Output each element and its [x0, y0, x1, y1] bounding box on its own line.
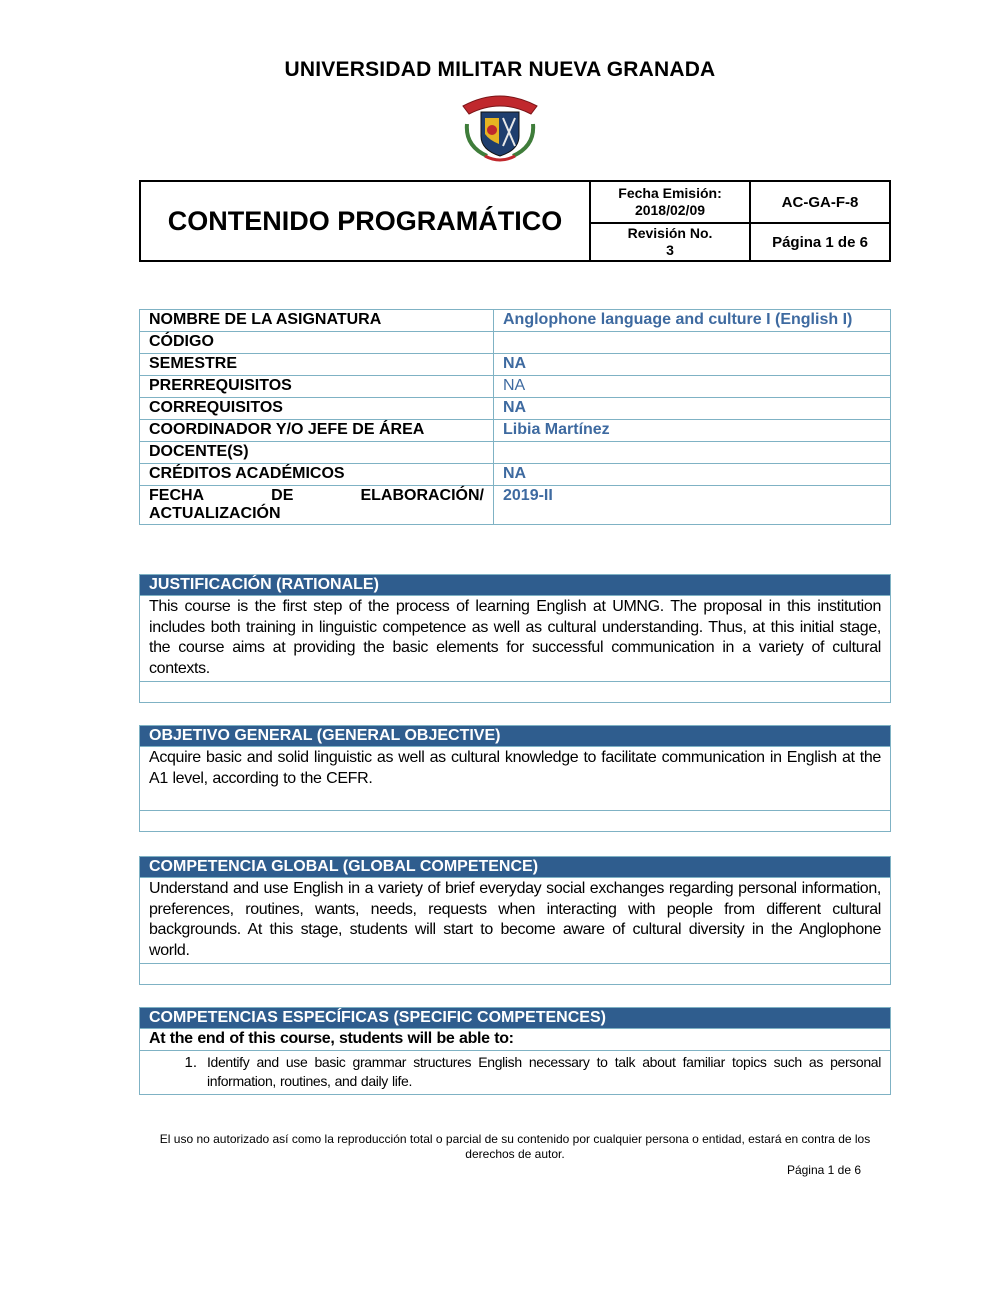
info-key: SEMESTRE — [140, 354, 494, 376]
info-value: Anglophone language and culture I (English I) — [494, 310, 891, 332]
university-title: UNIVERSIDAD MILITAR NUEVA GRANADA — [284, 58, 716, 81]
umng-crest-icon — [457, 84, 543, 164]
info-value: Libia Martínez — [494, 420, 891, 442]
document-title: CONTENIDO PROGRAMÁTICO — [167, 205, 563, 236]
document-header — [139, 180, 891, 262]
info-key: COORDINADOR Y/O JEFE DE ÁREA — [140, 420, 494, 442]
section-heading: OBJETIVO GENERAL (GENERAL OBJECTIVE) — [140, 726, 890, 747]
table-row — [140, 376, 891, 398]
section-heading: COMPETENCIA GLOBAL (GLOBAL COMPETENCE) — [140, 857, 890, 878]
table-row — [140, 398, 891, 420]
revision-value: 3 — [666, 242, 674, 258]
empty-row — [140, 810, 890, 831]
table-row — [140, 354, 891, 376]
issue-date-label: Fecha Emisión: — [618, 185, 722, 201]
footer-page-number: Página 1 de 6 — [786, 1163, 861, 1177]
revision-cell — [589, 222, 749, 260]
info-key: DOCENTE(S) — [140, 442, 494, 464]
issue-date-cell — [589, 182, 749, 222]
info-key-word: DE — [271, 487, 294, 504]
info-key-line2: ACTUALIZACIÓN — [149, 505, 281, 522]
table-row — [140, 310, 891, 332]
issue-date-value: 2018/02/09 — [634, 202, 706, 218]
table-row — [140, 464, 891, 486]
info-key: PRERREQUISITOS — [140, 376, 494, 398]
table-row — [140, 420, 891, 442]
table-row — [140, 332, 891, 354]
list-intro: At the end of this course, students will be able to: — [140, 1029, 890, 1051]
header-page-number: Página 1 de 6 — [749, 222, 889, 260]
info-key — [140, 486, 494, 525]
section-heading: JUSTIFICACIÓN (RATIONALE) — [140, 575, 890, 596]
info-value: NA — [494, 354, 891, 376]
table-row — [140, 442, 891, 464]
objective-section — [139, 725, 891, 832]
section-text: Understand and use English in a variety of brief everyday social exchanges regarding personal information, preferences, routines, wants, needs, requests when interacting with people from different cultural backgrounds. At this stage, students will start to become aware of cultural diversity in the Anglophone world. — [149, 880, 881, 959]
list-item-text: Identify and use basic grammar structures English necessary to talk about familiar topics such as personal information, routines, and daily life. — [207, 1054, 881, 1089]
info-key: CORREQUISITOS — [140, 398, 494, 420]
section-text: This course is the first step of the process of learning English at UMNG. The proposal in this institution includes both training in linguistic competence as well as cultural understanding. Thus, at this initial stage, the course aims at providing the basic elements for successful communication in a variety of cultural contexts. — [149, 598, 881, 677]
info-value: NA — [494, 376, 891, 398]
info-key-word: ELABORACIÓN/ — [360, 487, 484, 504]
table-row — [140, 486, 891, 525]
revision-label: Revisión No. — [627, 225, 713, 241]
info-key-word: FECHA — [149, 487, 205, 504]
info-value: 2019-II — [494, 486, 891, 525]
rationale-section — [139, 574, 891, 703]
section-text: Acquire basic and solid linguistic as well as cultural knowledge to facilitate communication in English at the A1 level, according to the CEFR. — [149, 749, 881, 787]
info-value — [494, 332, 891, 354]
copyright-notice: El uso no autorizado así como la reproducción total o parcial de su contenido por cualquier persona o entidad, estará en contra de los derechos de autor. — [159, 1132, 871, 1161]
info-key: CÓDIGO — [140, 332, 494, 354]
info-value: NA — [494, 464, 891, 486]
list-item — [140, 1051, 890, 1094]
global-competence-section — [139, 856, 891, 985]
empty-row — [140, 963, 890, 984]
info-value — [494, 442, 891, 464]
info-key: CRÉDITOS ACADÉMICOS — [140, 464, 494, 486]
specific-competences-section — [139, 1007, 891, 1095]
list-item-number: 1. — [184, 1054, 197, 1071]
course-info-table — [139, 309, 891, 525]
info-key: NOMBRE DE LA ASIGNATURA — [140, 310, 494, 332]
section-heading: COMPETENCIAS ESPECÍFICAS (SPECIFIC COMPETENCES) — [140, 1008, 890, 1029]
document-code: AC-GA-F-8 — [749, 182, 889, 222]
info-value: NA — [494, 398, 891, 420]
empty-row — [140, 681, 890, 702]
